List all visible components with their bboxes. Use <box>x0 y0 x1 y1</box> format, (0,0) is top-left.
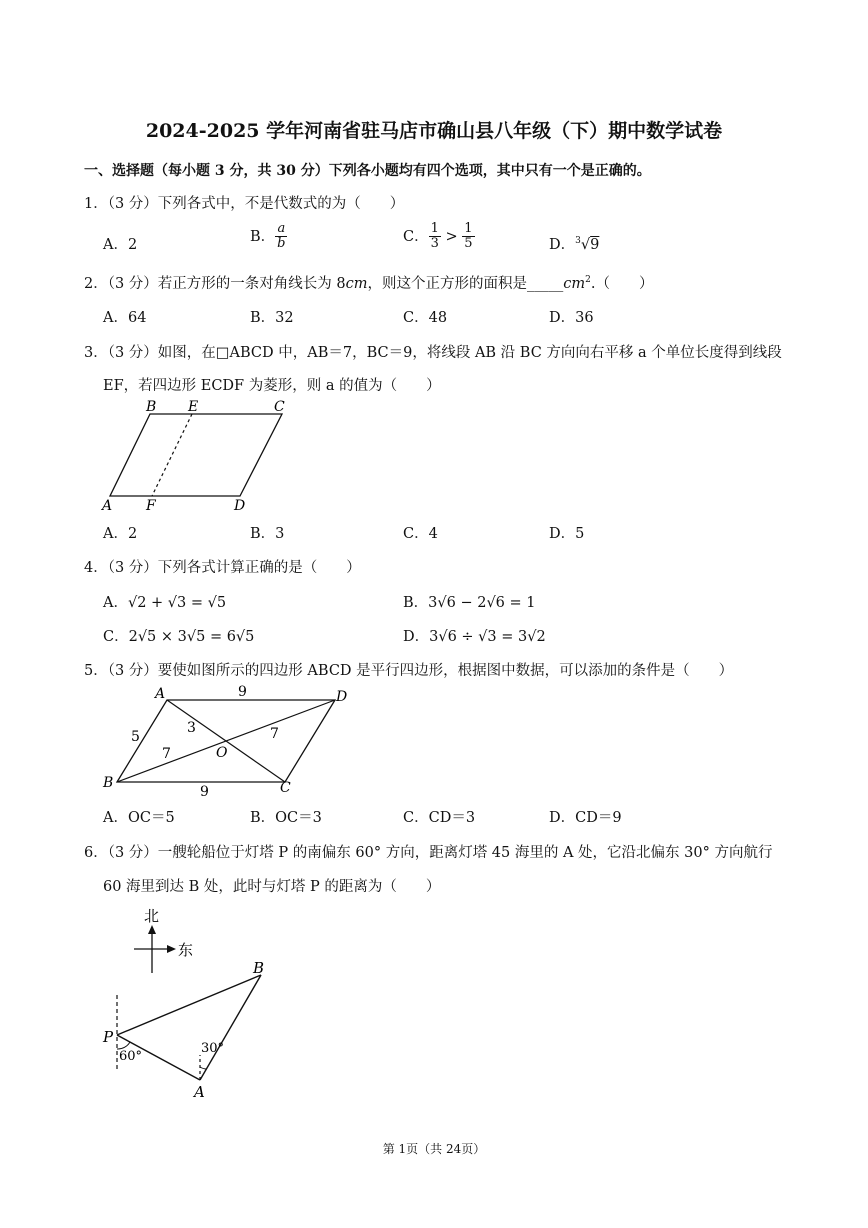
section-heading: 一、选择题（每小题 3 分，共 30 分）下列各小题均有四个选项，其中只有一个是正确的。 <box>84 163 651 179</box>
q6-east-label: 东 <box>178 941 194 959</box>
q3-option-d: D．5 <box>549 526 585 542</box>
q4-option-b: B．3√6 − 2√6 = 1 <box>403 595 536 611</box>
q6-angle-30: 30° <box>201 1041 225 1056</box>
q3-label-f: F <box>146 498 156 514</box>
question-3-stem-line2: EF，若四边形 ECDF 为菱形，则 a 的值为（ ） <box>103 378 441 394</box>
page-title: 2024-2025 学年河南省驻马店市确山县八年级（下）期中数学试卷 <box>145 120 723 142</box>
q5-length-bc: 9 <box>200 784 209 800</box>
q5-option-a: A．OC＝5 <box>103 810 175 826</box>
q6-navigation-figure <box>100 905 300 1105</box>
q2-option-a: A．64 <box>103 310 147 326</box>
q5-label-o: O <box>216 745 228 761</box>
q3-option-a: A．2 <box>103 526 138 542</box>
q3-parallelogram-figure <box>100 398 300 516</box>
question-6-stem-line1: 6．（3 分）一艘轮船位于灯塔 P 的南偏东 60° 方向，距离灯塔 45 海里的 A 处，它沿北偏东 30° 方向航行 <box>84 845 773 861</box>
q6-label-b: B <box>253 959 265 977</box>
q4-option-d: D．3√6 ÷ √3 = 3√2 <box>403 629 546 645</box>
q3-label-a: A <box>102 498 113 514</box>
q2-option-b: B．32 <box>250 310 294 326</box>
q3-label-c: C <box>274 399 285 415</box>
q6-angle-60: 60° <box>119 1049 143 1064</box>
q2-option-c: C．48 <box>403 310 448 326</box>
q1-option-a: A．2 <box>103 237 138 253</box>
q3-option-b: B．3 <box>250 526 285 542</box>
q3-label-b: B <box>146 399 157 415</box>
q5-label-b: B <box>103 775 114 791</box>
q4-option-c: C．2√5 × 3√5 = 6√5 <box>103 629 255 645</box>
question-1-stem: 1．（3 分）下列各式中，不是代数式的为（ ） <box>84 196 405 212</box>
page-footer: 第 1页（共 24页） <box>382 1142 486 1156</box>
q3-label-e: E <box>188 399 199 415</box>
q1-option-d: D．$^3$√9 <box>549 236 600 253</box>
q2-option-d: D．36 <box>549 310 594 326</box>
question-3-stem-line1: 3．（3 分）如图，在□ABCD 中，AB＝7，BC＝9，将线段 AB 沿 BC 方向向右平移 a 个单位长度得到线段 <box>84 345 782 361</box>
q5-label-a: A <box>155 686 166 702</box>
q5-length-ao: 3 <box>187 720 196 736</box>
q5-option-b: B．OC＝3 <box>250 810 322 826</box>
q1-option-c: C． $\frac{1}{3}$ > $\frac{1}{5}$ <box>403 221 473 252</box>
q5-option-c: C．CD＝3 <box>403 810 476 826</box>
q5-length-od: 7 <box>270 726 279 742</box>
question-4-stem: 4．（3 分）下列各式计算正确的是（ ） <box>84 560 361 576</box>
question-6-stem-line2: 60 海里到达 B 处，此时与灯塔 P 的距离为（ ） <box>103 879 441 895</box>
q5-length-ad: 9 <box>238 684 247 700</box>
question-2-stem: 2．（3 分）若正方形的一条对角线长为 8cm，则这个正方形的面积是$\_\_\_\_\_cm^2$.（ ） <box>84 275 654 292</box>
q3-label-d: D <box>234 498 246 514</box>
q5-parallelogram-figure <box>100 683 360 801</box>
q6-north-label: 北 <box>144 907 160 925</box>
q5-length-bo: 7 <box>162 746 171 762</box>
q6-label-a: A <box>194 1083 205 1101</box>
q5-option-d: D．CD＝9 <box>549 810 622 826</box>
q5-label-c: C <box>280 780 291 796</box>
q5-label-d: D <box>336 689 348 705</box>
q1-option-b: B． $\frac{a}{b}$ <box>250 221 286 252</box>
q5-length-ab: 5 <box>131 729 140 745</box>
question-5-stem: 5．（3 分）要使如图所示的四边形 ABCD 是平行四边形，根据图中数据，可以添加的条件是（ ） <box>84 663 734 679</box>
q4-option-a: A．√2 + √3 = √5 <box>103 595 227 611</box>
q3-option-c: C．4 <box>403 526 438 542</box>
q6-label-p: P <box>103 1028 114 1046</box>
